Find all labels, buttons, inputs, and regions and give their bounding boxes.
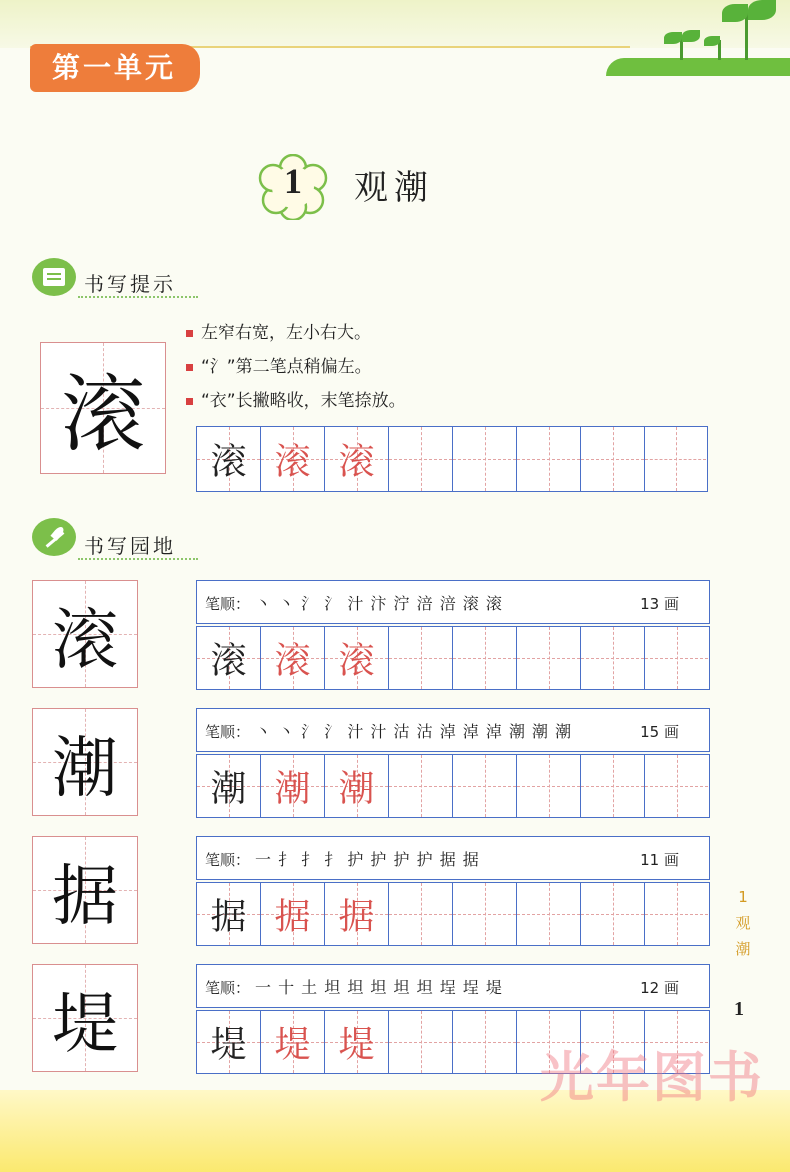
- stroke-order-box: 笔顺： 丶 丶 氵 氵 汁 汴 泞 涪 涪 滚 滚 13 画: [196, 580, 710, 624]
- practice-grid[interactable]: [196, 754, 710, 818]
- grid-cell[interactable]: 滚: [197, 427, 261, 491]
- quill-icon: [32, 518, 76, 556]
- grid-cell[interactable]: 潮: [261, 755, 325, 817]
- sprout-leaf: [704, 36, 720, 46]
- sprout-leaf: [722, 4, 748, 22]
- grid-cell[interactable]: 据: [197, 883, 261, 945]
- grid-cell[interactable]: [389, 627, 453, 689]
- practice-grid[interactable]: [196, 626, 710, 690]
- model-char: 滚: [60, 365, 145, 464]
- pencil-note-icon: [32, 258, 76, 296]
- lesson-number: 1: [284, 161, 302, 201]
- unit-label: 第一单元: [30, 44, 200, 92]
- sprout-leaf: [682, 30, 700, 42]
- grid-cell[interactable]: 滚: [325, 627, 389, 689]
- grid-cell[interactable]: [517, 427, 581, 491]
- grid-cell[interactable]: [517, 627, 581, 689]
- grid-cell[interactable]: 潮: [197, 755, 261, 817]
- sprout-leaf: [664, 32, 682, 44]
- grid-cell[interactable]: 堤: [261, 1011, 325, 1073]
- section-underline: [78, 558, 198, 560]
- tip-item: 左窄右宽，左小右大。: [186, 318, 371, 343]
- grid-cell[interactable]: 潮: [325, 755, 389, 817]
- model-char-box: 据: [32, 836, 138, 944]
- grid-cell[interactable]: 据: [325, 883, 389, 945]
- grid-cell[interactable]: [389, 755, 453, 817]
- sprout-leaf: [748, 0, 776, 20]
- grid-cell[interactable]: 滚: [261, 427, 325, 491]
- side-tab: 1 观 潮: [735, 888, 751, 958]
- grid-cell[interactable]: [453, 1011, 517, 1073]
- grid-cell[interactable]: 滚: [261, 627, 325, 689]
- tip-item: “衣”长撇略收，末笔捺放。: [186, 386, 406, 411]
- practice-grid[interactable]: [196, 882, 710, 946]
- tips-section-title: 书写提示: [84, 272, 176, 296]
- grid-cell[interactable]: [453, 883, 517, 945]
- grid-cell[interactable]: [453, 427, 517, 491]
- grid-cell[interactable]: [517, 755, 581, 817]
- grid-cell[interactable]: [389, 883, 453, 945]
- tip-item: “氵”第二笔点稍偏左。: [186, 352, 372, 377]
- grid-cell[interactable]: [645, 627, 708, 689]
- model-char-box: 潮: [32, 708, 138, 816]
- model-char-box: 堤: [32, 964, 138, 1072]
- stroke-order-box: 笔顺： 丶 丶 氵 氵 汁 汁 沽 沽 淖 淖 淖 潮 潮 潮 15 画: [196, 708, 710, 752]
- grid-cell[interactable]: 堤: [325, 1011, 389, 1073]
- grid-cell[interactable]: [453, 755, 517, 817]
- grid-cell[interactable]: [645, 883, 708, 945]
- grid-cell[interactable]: [581, 755, 645, 817]
- section-underline: [78, 296, 198, 298]
- grass-ground: [606, 58, 790, 76]
- page-number: 1: [734, 998, 744, 1020]
- grid-cell[interactable]: [453, 627, 517, 689]
- lesson-title: 观潮: [354, 168, 434, 208]
- grid-cell[interactable]: 滚: [197, 627, 261, 689]
- grid-cell[interactable]: [645, 755, 708, 817]
- publisher-watermark: 光年图书: [540, 1046, 764, 1109]
- grid-cell[interactable]: [645, 427, 706, 491]
- writing-section-title: 书写园地: [84, 534, 176, 558]
- model-char-box: [40, 342, 166, 474]
- grid-cell[interactable]: 堤: [197, 1011, 261, 1073]
- stroke-order-box: 笔顺： 一 扌 扌 扌 护 护 护 护 据 据 11 画: [196, 836, 710, 880]
- grid-cell[interactable]: [389, 427, 453, 491]
- grid-cell[interactable]: [389, 1011, 453, 1073]
- grid-cell[interactable]: [581, 627, 645, 689]
- grid-cell[interactable]: [581, 427, 645, 491]
- grid-cell[interactable]: [517, 883, 581, 945]
- grid-cell[interactable]: 滚: [325, 427, 389, 491]
- stroke-order-box: 笔顺： 一 十 土 坦 坦 坦 坦 坦 埕 埕 堤 12 画: [196, 964, 710, 1008]
- practice-grid[interactable]: [196, 426, 708, 492]
- model-char-box: 滚: [32, 580, 138, 688]
- grid-cell[interactable]: 据: [261, 883, 325, 945]
- grid-cell[interactable]: [581, 883, 645, 945]
